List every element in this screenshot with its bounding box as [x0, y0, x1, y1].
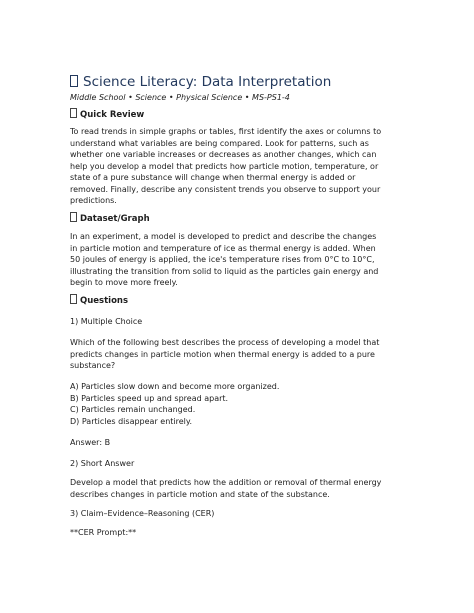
cer-prompt: **CER Prompt:**: [70, 528, 137, 537]
document-subtitle: Middle School • Science • Physical Science • MS-PS1-4: [70, 93, 290, 102]
section-heading-dataset: [70, 212, 150, 225]
paragraph-line: removed. Finally, describe any consistent trends you observe to support your: [70, 184, 381, 194]
paragraph-line: state of a pure substance will change when thermal energy is added or: [70, 173, 356, 182]
answer-option: D) Particles disappear entirely.: [70, 416, 193, 426]
paragraph-line: 50 joules of energy is applied, the ice's temperature rises from 0°C to 10°C,: [70, 255, 375, 264]
paragraph-line: describes changes in particle motion and state of the substance.: [70, 489, 330, 499]
paragraph-line: Develop a model that predicts how the addition or removal of thermal energy: [70, 478, 382, 487]
question-3-label: 3) Claim–Evidence–Reasoning (CER): [70, 509, 215, 518]
question-1-answer: Answer: B: [70, 438, 111, 447]
question-1-label: 1) Multiple Choice: [70, 317, 143, 326]
section-heading-text: Quick Review: [80, 110, 145, 120]
paragraph-line: in particle motion and temperature of ice as thermal energy is added. When: [70, 243, 376, 253]
paragraph-line: begin to move more freely.: [70, 278, 178, 287]
title-text: Science Literacy: Data Interpretation: [83, 74, 332, 90]
answer-option: C) Particles remain unchanged.: [70, 405, 196, 414]
question-1-options: [70, 381, 279, 427]
paragraph-line: help you develop a model that predicts how particle motion, temperature, or: [70, 161, 379, 171]
missing-glyph-icon: [70, 212, 77, 222]
quick-review-paragraph: [70, 126, 381, 207]
missing-glyph-icon: [70, 108, 77, 118]
paragraph-line: whether one variable increases or decreases as another changes, which can: [70, 150, 377, 159]
missing-glyph-icon: [70, 75, 78, 87]
question-2-text: [70, 477, 381, 500]
paragraph-line: substance?: [70, 361, 116, 370]
answer-option: B) Particles speed up and spread apart.: [70, 393, 229, 403]
section-heading-text: Questions: [80, 296, 129, 306]
paragraph-line: predictions.: [70, 196, 117, 205]
section-heading-text: Dataset/Graph: [80, 214, 150, 224]
document-title: [70, 73, 331, 91]
section-heading-questions: [70, 294, 128, 307]
dataset-paragraph: [70, 231, 378, 289]
question-1-stem: [70, 337, 379, 372]
paragraph-line: predicts changes in particle motion when thermal energy is added to a pure: [70, 349, 375, 359]
paragraph-line: In an experiment, a model is developed to predict and describe the changes: [70, 232, 377, 241]
missing-glyph-icon: [70, 294, 77, 304]
paragraph-line: To read trends in simple graphs or tables, first identify the axes or columns to: [70, 127, 382, 136]
paragraph-line: understand what variables are being compared. Look for patterns, such as: [70, 138, 369, 148]
answer-option: A) Particles slow down and become more organized.: [70, 382, 280, 391]
question-2-label: 2) Short Answer: [70, 459, 135, 468]
section-heading-quick-review: [70, 108, 144, 121]
paragraph-line: illustrating the transition from solid to liquid as the particles gain energy and: [70, 266, 379, 276]
paragraph-line: Which of the following best describes the process of developing a model that: [70, 338, 380, 347]
